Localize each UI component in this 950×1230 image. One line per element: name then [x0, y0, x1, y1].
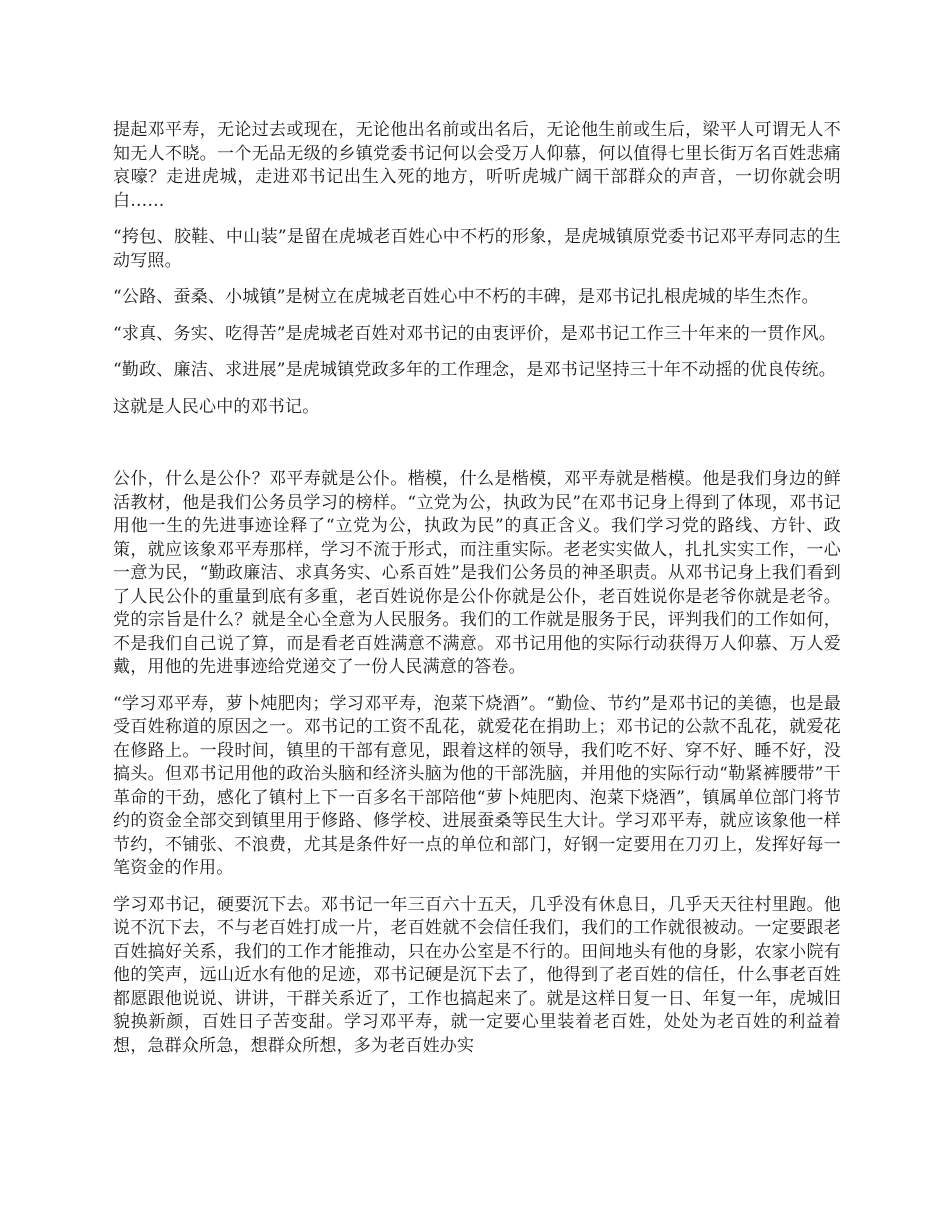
- intro-section: [113, 119, 841, 419]
- quote-paragraph-style: “求真、务实、吃得苦”是虎城老百姓对邓书记的由衷评价，是邓书记工作三十年来的一贯作风。: [113, 323, 836, 344]
- document-page: [113, 119, 841, 1071]
- intro-paragraph: 提起邓平寿，无论过去或现在，无论他出名前或出名后，无论他生前或生后，梁平人可谓无人不知无人不晓。一个无品无级的乡镇党委书记何以会受万人仰慕，何以值得七里长街万名百姓悲痛哀嚎？走进虎城，走进邓书记出生入死的地方，听听虎城广阔干部群众的声音，一切你就会明白……: [113, 120, 841, 211]
- quote-paragraph-monument: “公路、蚕桑、小城镇”是树立在虎城老百姓心中不朽的丰碑，是邓书记扎根虎城的毕生杰作。: [113, 287, 819, 307]
- thrift-paragraph: “学习邓平寿，萝卜炖肥肉；学习邓平寿，泡菜下烧酒”。“勤俭、节约”是邓书记的美德，也是最受百姓称道的原因之一。邓书记的工资不乱花，就爱花在捐助上；邓书记的公款不乱花，就爱花在修路上。一段时间，镇里的干部有意见，跟着这样的领导，我们吃不好、穿不好、睡不好，没搞头。但邓书记用他的政治头脑和经济头脑为他的干部洗脑，并用他的实际行动“勒紧裤腰带”干革命的干劲，感化了镇村上下一百多名干部陪他“萝卜炖肥肉、泡菜下烧酒”，镇属单位部门将节约的资金全部交到镇里用于修路、修学校、进展蚕桑等民生大计。学习邓平寿，就应该象他一样节约，不铺张、不浪费，尤其是条件好一点的单位和部门，好钢一定要用在刀刃上，发挥好每一笔资金的作用。: [113, 693, 841, 878]
- learning-section: [113, 468, 841, 1058]
- grassroots-paragraph: 学习邓书记，硬要沉下去。邓书记一年三百六十五天，几乎没有休息日，几乎天天往村里跑。他说不沉下去，不与老百姓打成一片，老百姓就不会信任我们，我们的工作就很被动。一定要跟老百姓搞好关系，我们的工作才能推动，只在办公室是不行的。田间地头有他的身影，农家小院有他的笑声，远山近水有他的足迹，邓书记硬是沉下去了，他得到了老百姓的信任，什么事老百姓都愿跟他说说、讲讲，干群关系近了，工作也搞起来了。就是这样日复一日、年复一年，虎城旧貌换新颜，百姓日子苦变甜。学习邓平寿，就一定要心里装着老百姓，处处为老百姓的利益着想，急群众所急，想群众所想，多为老百姓办实: [113, 894, 841, 1056]
- summary-paragraph: 这就是人民心中的邓书记。: [113, 396, 320, 417]
- quote-paragraph-tradition: “勤政、廉洁、求进展”是虎城镇党政多年的工作理念，是邓书记坚持三十年不动摇的优良传统。: [113, 360, 836, 380]
- quote-paragraph-image: “挎包、胶鞋、中山装”是留在虎城老百姓心中不朽的形象，是虎城镇原党委书记邓平寿同志的生动写照。: [113, 227, 841, 271]
- section-divider: [113, 432, 841, 468]
- public-servant-paragraph: 公仆，什么是公仆？邓平寿就是公仆。楷模，什么是楷模，邓平寿就是楷模。他是我们身边的鲜活教材，他是我们公务员学习的榜样。“立党为公，执政为民”在邓书记身上得到了体现，邓书记用他一生的先进事迹诠释了“立党为公，执政为民”的真正含义。我们学习党的路线、方针、政策，就应该象邓平寿那样，学习不流于形式，而注重实际。老老实实做人，扎扎实实工作，一心一意为民，“勤政廉洁、求真务实、心系百姓”是我们公务员的神圣职责。从邓书记身上我们看到了人民公仆的重量到底有多重，老百姓说你是公仆你就是公仆，老百姓说你是老爷你就是老爷。党的宗旨是什么？就是全心全意为人民服务。我们的工作就是服务于民，评判我们的工作如何，不是我们自己说了算，而是看老百姓满意不满意。邓书记用他的实际行动获得万人仰慕、万人爱戴，用他的先进事迹给党递交了一份人民满意的答卷。: [113, 469, 841, 677]
